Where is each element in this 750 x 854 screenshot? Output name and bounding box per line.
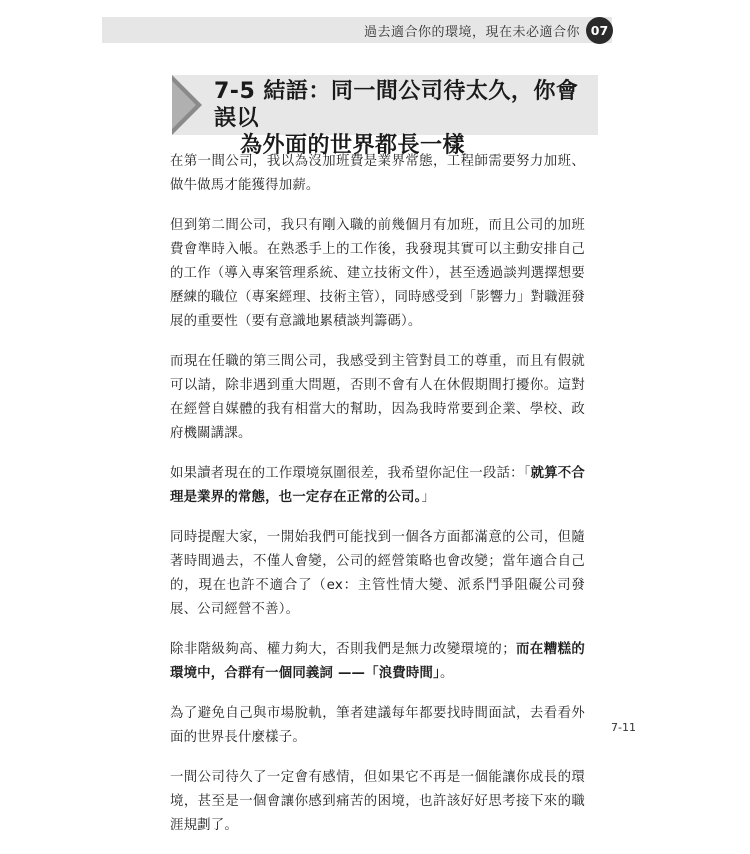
emphasis-text: 就算不合理是業界的常態，也一定存在正常的公司。	[170, 466, 585, 505]
body-content	[170, 150, 585, 854]
chapter-number-badge: 07	[586, 17, 613, 44]
paragraph: 同時提醒大家，一開始我們可能找到一個各方面都滿意的公司，但隨著時間過去，不僅人會變，公司的經營策略也會改變；當年適合自己的，現在也許不適合了（ex：主管性情大變、派系鬥爭阻礙公司發展、公司經營不善）。	[170, 530, 585, 617]
paragraph: 而現在任職的第三間公司，我感受到主管對員工的尊重，而且有假就可以請，除非遇到重大問題，否則不會有人在休假期間打擾你。這對在經營自媒體的我有相當大的幫助，因為我時常要到企業、學校、政府機關講課。	[170, 354, 585, 441]
emphasis-text: 而在糟糕的環境中，合群有一個同義詞 ——「浪費時間」	[170, 642, 586, 681]
paragraph-text: 。	[439, 666, 454, 681]
section-title-line-1: 7-5 結語：同一間公司待太久，你會誤以	[214, 79, 579, 131]
section-title-line-2: 為外面的世界都長一樣	[240, 133, 466, 158]
paragraph	[170, 462, 585, 510]
section-title-marker-inner	[172, 81, 196, 129]
paragraph: 但到第二間公司，我只有剛入職的前幾個月有加班，而且公司的加班費會準時入帳。在熟悉手上的工作後，我發現其實可以主動安排自己的工作（導入專案管理系統、建立技術文件），甚至透過談判選擇想要歷練的職位（專案經理、技術主管），同時感受到「影響力」對職涯發展的重要性（要有意識地累積談判籌碼）。	[170, 218, 585, 329]
paragraph: 在第一間公司，我以為沒加班費是業界常態，工程師需要努力加班、做牛做馬才能獲得加薪。	[170, 154, 585, 193]
paragraph: 為了避免自己與市場脫軌，筆者建議每年都要找時間面試，去看看外面的世界長什麼樣子。	[170, 706, 585, 745]
paragraph-text: 除非階級夠高、權力夠大，否則我們是無力改變環境的；	[170, 642, 516, 657]
running-header-title: 過去適合你的環境，現在未必適合你	[363, 25, 580, 40]
paragraph-text: 如果讀者現在的工作環境氛圍很差，我希望你記住一段話：「	[170, 466, 531, 481]
paragraph: 一間公司待久了一定會有感情，但如果它不再是一個能讓你成長的環境，甚至是一個會讓你感到痛苦的困境，也許該好好思考接下來的職涯規劃了。	[170, 770, 585, 833]
page-number: 7-11	[611, 721, 636, 734]
section-title	[214, 78, 594, 159]
paragraph-text: 」	[421, 490, 436, 505]
paragraph	[170, 638, 585, 686]
